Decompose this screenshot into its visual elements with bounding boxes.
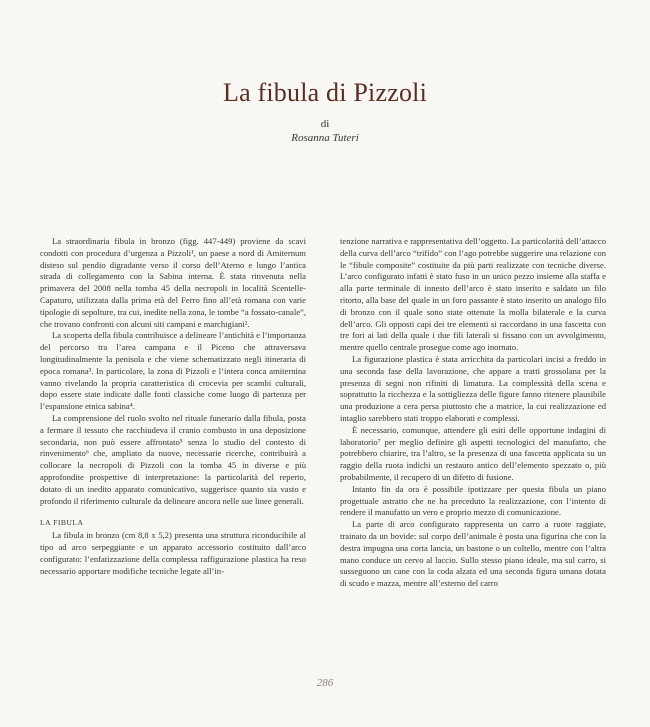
article-title: La fibula di Pizzoli bbox=[222, 78, 427, 107]
right-column bbox=[340, 236, 606, 590]
paragraph: La parte di arco configurato rappresenta un carro a ruote raggiate, trainato da un bovide: sul corpo dell’animale è posta una figurina che con la destra impugna una corta lancia, un bastone o un coltello, mentre con l’altra mano conduce un cervo al laccio. Sullo stesso piano ideale, ma sul carro, si susseguono un cane con la coda alzata ed una seconda figura umana dotata di scudo e mazza, mentre all’esterno del carro bbox=[340, 519, 606, 589]
paragraph: La scoperta della fibula contribuisce a delineare l’antichità e l’importanza del percorso tra l’area campana e il Piceno che attraversava longitudinalmente la penisola e che viene schematizzato negli itineraria di epoca romana³. In particolare, la zona di Pizzoli e l’intera conca amiternina vanno rivelando la propria caratteristica di crocevia per scambi culturali, dopo essere state indicate dalle fonti classiche come luogo di partenza per l’espansione etnica sabina⁴. bbox=[40, 330, 306, 412]
author-name: Rosanna Tuteri bbox=[291, 132, 359, 144]
left-column bbox=[40, 236, 306, 577]
paragraph: La figurazione plastica è stata arricchita da particolari incisi a freddo in una seconda fase della lavorazione, che appare a tratti grossolana per la presenza di segni non rifiniti di limatura. La complessità della scena e soprattutto la ricchezza e la sottigliezza delle figure fanno ritenere plausibile una produzione a cera persa piuttosto che a matrice, la cui realizzazione ed intaglio sarebbero stati troppo elaborati e complessi. bbox=[340, 353, 606, 423]
section-heading: LA FIBULA bbox=[40, 518, 84, 528]
page-number: 286 bbox=[316, 677, 334, 689]
paragraph: La straordinaria fibula in bronzo (figg. 447-449) proviene da scavi condotti con procedura d’urgenza a Pizzoli¹, un paese a nord di Amiternum disteso sul pendio digradante verso il corso dell’Aterno e lungo l’antica strada di collegamento con la Sabina interna. È stata rinvenuta nella primavera del 2008 nella tomba 45 della necropoli in località Scentelle-Capaturo, utilizzata dalla prima età del Ferro fino all’età romana con varie tipologie di sepolture, tra cui, inedite nella zona, le tombe “a fossato-canale”, che trovano confronti con alcuni siti campani e marchigiani². bbox=[40, 236, 306, 329]
paragraph: La comprensione del ruolo svolto nel rituale funerario dalla fibula, posta a fermare il tessuto che racchiudeva il cranio combusto in una deposizione secondaria, non può essere affrontato⁵ senza lo studio del contesto di rinvenimento⁶ che, ampliato da nuove, necessarie ricerche, contribuirà a collocare la necropoli di Pizzoli con la tomba 45 in diverse e più approfondite prospettive di interpretazione: la particolarità del reperto, dotato di un inedito apparato comunicativo, suggerisce quanto sia vasto e profondo il riferimento culturale da delineare ancora nelle sue linee generali. bbox=[40, 412, 306, 506]
paragraph: La fibula in bronzo (cm 8,8 x 5,2) presenta una struttura riconducibile al tipo ad arco serpeggiante e un apparato accessorio costituito dall’arco configurato: l’enfatizzazione della complessa raffigurazione plastica ha reso necessario apportare modifiche tecniche legate all’in- bbox=[40, 530, 306, 576]
byline: di bbox=[320, 118, 330, 130]
paragraph: Intanto fin da ora è possibile ipotizzare per questa fibula un piano progettuale astratto che ne ha preceduto la realizzazione, con l’intento di rendere il manufatto un vero e proprio mezzo di comunicazione. bbox=[340, 483, 606, 518]
paragraph: È necessario, comunque, attendere gli esiti delle opportune indagini di laboratorio⁷ per meglio definire gli aspetti tecnologici del manufatto, che potrebbero chiarire, tra l’altro, se la presenza di una fascetta applicata su un raggio della ruota indichi un restauro antico dell’elemento spezzato o, più probabilmente, il recupero di un difetto di fusione. bbox=[340, 424, 606, 482]
paragraph: tenzione narrativa e rappresentativa dell’oggetto. La particolarità dell’attacco della curva dell’arco “trifido” con l’ago potrebbe suggerire una relazione con le “fibule composite” costituite da più parti realizzate con tecniche diverse. L’arco configurato infatti è stato fuso in un unico pezzo insieme alla staffa e alla parte terminale di innesto dell’arco è stato inserito e saldato un filo ritorto, alla base del quale in un foro passante è stato inserito un analogo filo di bronzo con il quale sono state ottenute la molla bilaterale e la curva dell’arco. Gli opposti capi dei tre elementi si raccordano in una fascetta con tre fori ai lati della quale i due fili laterali si fissano con un avvolgimento, mentre quello centrale prosegue come ago inornato. bbox=[340, 236, 606, 353]
